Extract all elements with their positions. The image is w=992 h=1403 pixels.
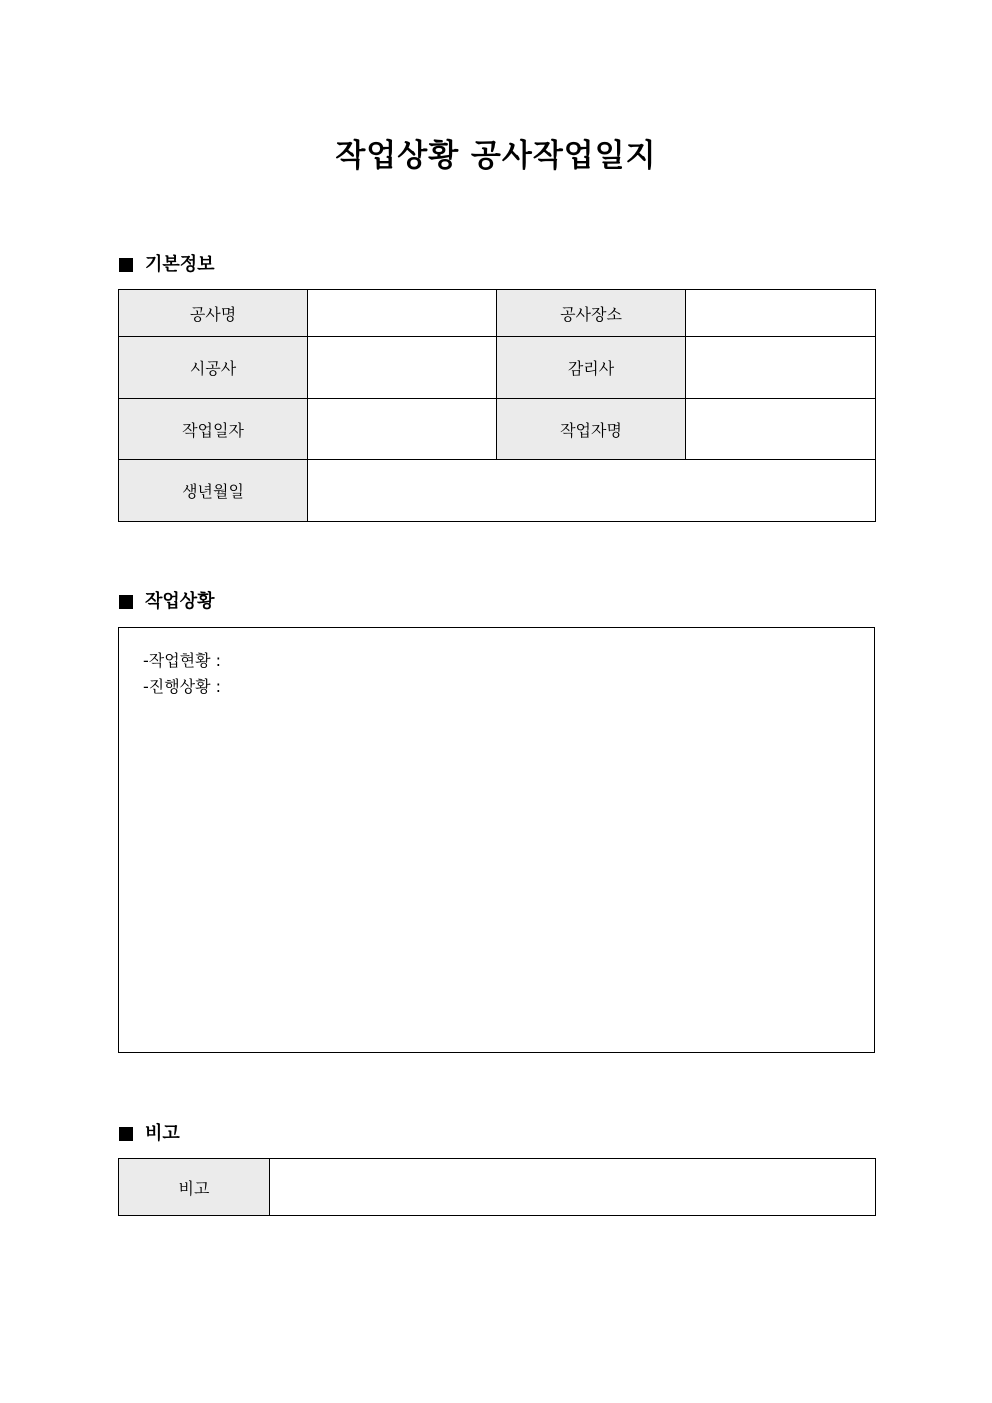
project-site-label: 공사장소 xyxy=(497,290,686,337)
work-date-label: 작업일자 xyxy=(119,399,308,460)
table-row xyxy=(119,399,876,460)
work-status-line-current: -작업현황 : xyxy=(143,651,222,670)
document-title: 작업상황 공사작업일지 xyxy=(335,138,657,174)
square-bullet-icon xyxy=(119,258,133,272)
worker-name-label: 작업자명 xyxy=(497,399,686,460)
table-row xyxy=(119,460,876,522)
work-status-box[interactable] xyxy=(118,627,875,1053)
square-bullet-icon xyxy=(119,595,133,609)
work-date-field[interactable] xyxy=(308,399,497,460)
worker-name-field[interactable] xyxy=(686,399,876,460)
table-row xyxy=(119,1159,876,1216)
birth-date-field[interactable] xyxy=(308,460,876,522)
square-bullet-icon xyxy=(119,1127,133,1141)
remarks-heading xyxy=(119,1122,180,1146)
birth-date-label: 생년월일 xyxy=(119,460,308,522)
remarks-label: 비고 xyxy=(119,1159,270,1216)
work-status-heading-text: 작업상황 xyxy=(145,591,215,612)
basic-info-table xyxy=(118,289,876,522)
basic-info-heading-text: 기본정보 xyxy=(145,254,215,275)
remarks-field[interactable] xyxy=(270,1159,876,1216)
project-name-label: 공사명 xyxy=(119,290,308,337)
supervisor-label: 감리사 xyxy=(497,337,686,399)
contractor-label: 시공사 xyxy=(119,337,308,399)
remarks-table xyxy=(118,1158,876,1216)
contractor-field[interactable] xyxy=(308,337,497,399)
basic-info-heading xyxy=(119,253,215,277)
work-status-heading xyxy=(119,590,215,614)
table-row xyxy=(119,290,876,337)
work-status-line-progress: -진행상황 : xyxy=(143,677,222,696)
supervisor-field[interactable] xyxy=(686,337,876,399)
work-status-lines xyxy=(143,648,221,700)
project-name-field[interactable] xyxy=(308,290,497,337)
remarks-heading-text: 비고 xyxy=(145,1123,180,1144)
project-site-field[interactable] xyxy=(686,290,876,337)
table-row xyxy=(119,337,876,399)
